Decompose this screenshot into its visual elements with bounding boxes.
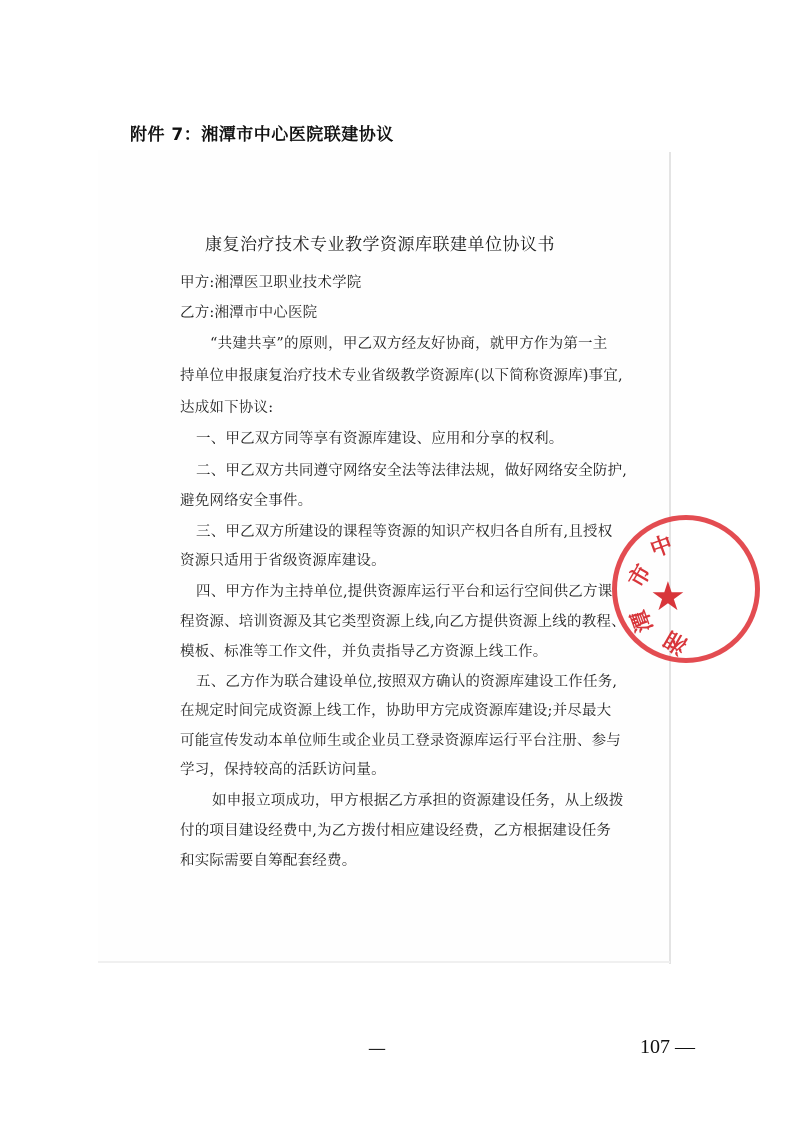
body-line: “共建共享”的原则，甲乙双方经友好协商，就甲方作为第一主	[210, 336, 608, 352]
seal-star-icon: ★	[650, 574, 686, 620]
body-line: 如申报立项成功，甲方根据乙方承担的资源建设任务，从上级拨	[212, 793, 624, 809]
body-line: 模板、标准等工作文件，并负责指导乙方资源上线工作。	[180, 644, 548, 660]
body-line: 和实际需要自筹配套经费。	[180, 853, 357, 869]
body-line: 三、甲乙双方所建设的课程等资源的知识产权归各自所有,且授权	[196, 524, 613, 540]
body-line: 学习，保持较高的活跃访问量。	[180, 762, 386, 778]
scan-edge-bottom	[98, 961, 670, 963]
body-line: 持单位申报康复治疗技术专业省级教学资源库(以下简称资源库)事宜,	[180, 368, 623, 384]
body-line: 二、甲乙双方共同遵守网络安全法等法律法规，做好网络安全防护,	[196, 463, 628, 479]
body-line: 付的项目建设经费中,为乙方拨付相应建设经费，乙方根据建设任务	[180, 823, 612, 839]
body-line: 一、甲乙双方同等享有资源库建设、应用和分享的权利。	[196, 431, 564, 447]
seal-char: 市	[624, 560, 658, 593]
seal-char: 潭	[627, 606, 659, 636]
seal-char: 湘	[660, 625, 692, 659]
attachment-heading: 附件 7：湘潭市中心医院联建协议	[130, 125, 394, 145]
body-line: 资源只适用于省级资源库建设。	[180, 553, 386, 569]
footer-dash: —	[368, 1038, 386, 1059]
body-line: 四、甲方作为主持单位,提供资源库运行平台和运行空间供乙方课	[196, 584, 613, 600]
body-line: 达成如下协议:	[180, 400, 274, 416]
body-line: 可能宣传发动本单位师生或企业员工登录资源库运行平台注册、参与	[180, 733, 621, 749]
agreement-title: 康复治疗技术专业教学资源库联建单位协议书	[205, 235, 555, 255]
body-line: 五、乙方作为联合建设单位,按照双方确认的资源库建设工作任务,	[196, 674, 618, 690]
body-line: 程资源、培训资源及其它类型资源上线,向乙方提供资源上线的教程、	[180, 614, 626, 630]
body-line: 在规定时间完成资源上线工作，协助甲方完成资源库建设;并尽最大	[180, 703, 612, 719]
body-line: 避免网络安全事件。	[180, 493, 313, 509]
seal-char: 中	[647, 531, 677, 563]
party-b: 乙方:湘潭市中心医院	[180, 305, 318, 321]
page-number: 107 —	[640, 1036, 695, 1058]
party-a: 甲方:湘潭医卫职业技术学院	[180, 275, 362, 291]
